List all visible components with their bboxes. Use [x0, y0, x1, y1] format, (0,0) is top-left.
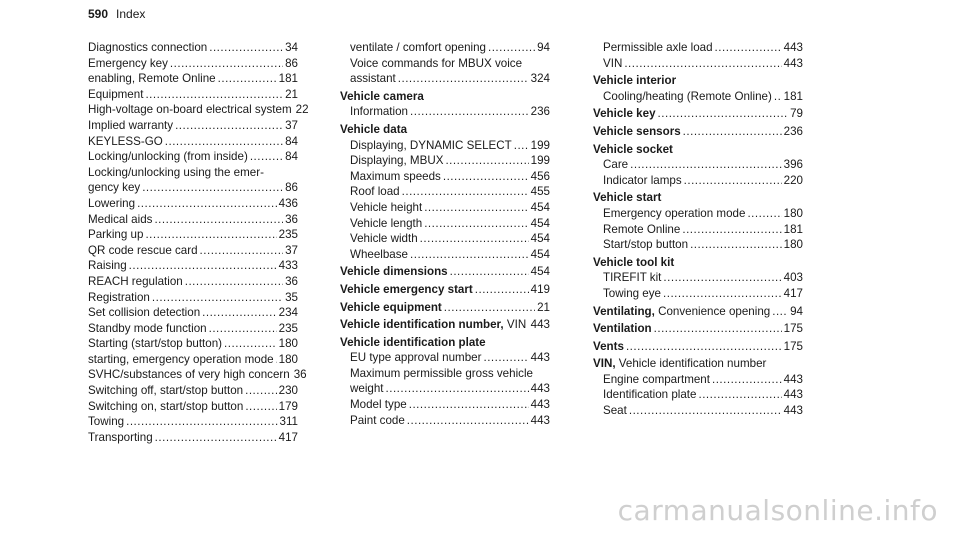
index-page-number[interactable]: 436 [278, 196, 298, 210]
leader-dots [245, 399, 276, 415]
index-entry[interactable] [88, 134, 298, 150]
index-entry[interactable] [340, 56, 550, 72]
leader-dots [410, 247, 529, 263]
index-entry-bold-label: Vehicle dimensions [340, 265, 448, 279]
index-heading [593, 73, 803, 89]
leader-dots [175, 118, 283, 134]
index-page-number[interactable]: 180 [278, 337, 298, 351]
index-page-number[interactable]: 37 [285, 118, 298, 132]
index-entry[interactable] [88, 258, 298, 274]
index-entry[interactable] [593, 286, 803, 302]
index-entry-label: TIREFIT kit [603, 271, 662, 285]
leader-dots [245, 383, 277, 399]
index-heading [593, 356, 803, 372]
index-page-number[interactable]: 454 [530, 265, 550, 279]
index-entry[interactable] [340, 169, 550, 185]
index-entry-label: Vehicle identification number, VIN [340, 318, 527, 332]
leader-dots [658, 106, 789, 122]
index-entry[interactable] [593, 89, 803, 105]
index-page-number[interactable]: 456 [530, 169, 550, 183]
leader-dots [410, 104, 529, 120]
index-entry-label: enabling, Remote Online [88, 72, 216, 86]
index-entry-label: Lowering [88, 196, 136, 210]
index-page-number[interactable]: 443 [530, 413, 550, 427]
leader-dots [683, 124, 782, 140]
index-entry[interactable] [340, 413, 550, 429]
index-entry-label: Vehicle height [350, 200, 423, 214]
index-page-number[interactable]: 324 [530, 72, 550, 86]
index-entry-label: Seat [603, 404, 627, 418]
index-entry-label: Locking/unlocking (from inside) [88, 150, 248, 164]
leader-dots [398, 71, 529, 87]
index-entry[interactable] [340, 40, 550, 56]
index-page-number[interactable]: 21 [285, 87, 298, 101]
index-page-number[interactable]: 454 [530, 247, 550, 261]
index-entry-label [593, 339, 624, 355]
index-entry[interactable] [593, 40, 803, 56]
index-entry[interactable] [593, 387, 803, 403]
index-entry[interactable] [88, 352, 298, 368]
leader-dots [402, 184, 529, 200]
index-entry[interactable] [340, 153, 550, 169]
index-entry[interactable] [88, 56, 298, 72]
index-entry-bold-label: Vehicle equipment [340, 300, 442, 314]
index-entry-bold-label: Vehicle key [593, 107, 656, 121]
index-entry-label: Start/stop button [603, 238, 689, 252]
index-entry-bold-label: Ventilating, [593, 304, 655, 318]
index-entry-label: Raising [88, 259, 127, 273]
leader-dots [654, 321, 782, 337]
leader-dots [250, 149, 283, 165]
index-page-number[interactable]: 181 [783, 89, 803, 103]
index-entry-label: Transporting [88, 430, 153, 444]
index-page-number[interactable]: 94 [790, 304, 803, 318]
index-heading-label: Vehicle identification plate [340, 335, 486, 349]
index-entry[interactable] [340, 216, 550, 232]
leader-dots [154, 212, 283, 228]
index-entry-label [593, 321, 652, 337]
index-page-number[interactable]: 199 [530, 138, 550, 152]
index-page-number[interactable]: 22 [295, 103, 309, 117]
section-title: Index [116, 7, 146, 21]
index-entry[interactable] [593, 403, 803, 419]
index-entry-label: Emergency key [88, 56, 168, 70]
index-page-number[interactable]: 454 [530, 216, 550, 230]
leader-dots [690, 237, 782, 253]
leader-dots [772, 304, 788, 320]
index-entry[interactable] [88, 383, 298, 399]
index-page-number[interactable]: 443 [783, 404, 803, 418]
leader-dots [276, 352, 277, 368]
index-entry[interactable] [593, 237, 803, 253]
index-entry[interactable] [88, 180, 298, 196]
index-entry[interactable] [340, 381, 550, 397]
index-entry[interactable] [593, 372, 803, 388]
leader-dots [209, 321, 277, 337]
index-page-number[interactable]: 179 [278, 399, 298, 413]
index-heading [340, 89, 550, 105]
index-entry-label [593, 124, 681, 140]
index-page-number[interactable]: 443 [530, 398, 550, 412]
index-heading [593, 190, 803, 206]
index-page-number[interactable]: 175 [783, 322, 803, 336]
leader-dots [137, 196, 277, 212]
index-heading-label: Vehicle camera [340, 89, 424, 103]
index-page-number[interactable]: 311 [279, 415, 298, 429]
index-entry[interactable] [88, 165, 298, 181]
index-heading-label: VIN, [593, 357, 616, 371]
leader-dots [514, 138, 529, 154]
index-entry[interactable] [88, 212, 298, 228]
index-entry-label: Emergency operation mode [603, 206, 746, 220]
index-entry-label: Maximum permissible gross vehicle [350, 366, 533, 380]
index-entry-label: EU type approval number [350, 351, 482, 365]
index-entry[interactable] [593, 124, 803, 140]
index-entry-label: Equipment [88, 87, 144, 101]
index-entry-label [340, 282, 473, 298]
index-entry-label: Parking up [88, 228, 144, 242]
leader-dots [145, 227, 276, 243]
index-entry-label: assistant [350, 72, 396, 86]
leader-dots [712, 372, 782, 388]
leader-dots [698, 387, 781, 403]
leader-dots [126, 414, 277, 430]
index-entry-label: Implied warranty [88, 118, 174, 132]
index-page-number[interactable]: 181 [278, 72, 298, 86]
leader-dots [450, 264, 529, 280]
index-page-number[interactable]: 35 [285, 290, 298, 304]
index-entry-label: Displaying, MBUX [350, 154, 444, 168]
index-entry[interactable] [88, 290, 298, 306]
index-heading-label: Vehicle start [593, 191, 662, 205]
index-page-number[interactable]: 36 [285, 274, 298, 288]
leader-dots [630, 157, 782, 173]
index-entry-label [340, 300, 442, 316]
watermark: carmanualsonline.info [617, 494, 938, 527]
index-entry[interactable] [593, 206, 803, 222]
index-entry[interactable] [88, 336, 298, 352]
index-page-number[interactable]: 220 [783, 173, 803, 187]
index-entry[interactable] [340, 138, 550, 154]
index-entry-label: Set collision detection [88, 306, 201, 320]
index-page-number[interactable]: 235 [278, 321, 298, 335]
index-page-number[interactable]: 443 [783, 41, 803, 54]
index-page-number[interactable]: 199 [530, 154, 550, 168]
index-heading-label: Vehicle socket [593, 142, 673, 156]
leader-dots [224, 336, 277, 352]
leader-dots [129, 258, 277, 274]
index-entry-label: Switching on, start/stop button [88, 399, 244, 413]
index-entry-label: Care [603, 158, 629, 172]
index-column-1 [88, 40, 309, 445]
leader-dots [218, 71, 277, 87]
index-entry[interactable] [88, 196, 298, 212]
index-entry[interactable] [88, 87, 298, 103]
index-entry[interactable] [340, 71, 550, 87]
index-page-number[interactable]: 21 [537, 300, 550, 314]
index-page-number[interactable]: 79 [790, 107, 803, 121]
leader-dots [444, 300, 535, 316]
index-entry-label: Diagnostics connection [88, 41, 208, 54]
index-page-number[interactable]: 86 [285, 56, 298, 70]
index-heading-suffix: Vehicle identification number [615, 357, 767, 371]
index-page-number[interactable]: 443 [530, 318, 550, 332]
index-entry[interactable] [88, 321, 298, 337]
index-entry[interactable] [88, 71, 298, 87]
index-page-number[interactable]: 236 [783, 124, 803, 138]
index-entry[interactable] [88, 243, 298, 259]
leader-dots [424, 216, 528, 232]
index-entry[interactable] [340, 247, 550, 263]
leader-dots [445, 153, 528, 169]
index-page-number[interactable]: 37 [285, 243, 298, 257]
leader-dots [420, 231, 529, 247]
index-entry[interactable] [88, 40, 298, 56]
index-entry-label: Maximum speeds [350, 169, 441, 183]
index-entry[interactable] [340, 317, 550, 333]
index-entry-label: Starting (start/stop button) [88, 337, 223, 351]
leader-dots [155, 430, 277, 446]
index-page-number[interactable]: 433 [278, 259, 298, 273]
index-entry-label [340, 264, 448, 280]
index-page-number[interactable]: 180 [783, 238, 803, 252]
index-heading-label: Vehicle interior [593, 74, 677, 88]
index-entry[interactable] [88, 414, 298, 430]
leader-dots [142, 180, 283, 196]
index-entry[interactable] [88, 102, 309, 118]
index-column-3 [593, 40, 803, 419]
index-page-number[interactable]: 443 [783, 388, 803, 402]
index-entry-label: Information [350, 105, 408, 119]
leader-dots [626, 339, 782, 355]
index-entry-label: Standby mode function [88, 321, 207, 335]
index-page-number[interactable]: 417 [783, 286, 803, 300]
index-entry-label: Locking/unlocking using the emer- [88, 165, 264, 179]
index-entry[interactable] [340, 264, 550, 280]
index-entry-label: Engine compartment [603, 372, 710, 386]
index-entry[interactable] [88, 367, 307, 383]
leader-dots [488, 40, 535, 56]
leader-dots [747, 206, 781, 222]
leader-dots [629, 403, 782, 419]
leader-dots [200, 243, 284, 259]
index-page-number[interactable]: 180 [278, 352, 298, 366]
leader-dots [684, 173, 782, 189]
index-entry-label: REACH regulation [88, 274, 183, 288]
index-entry-bold-label: Vehicle identification number, [340, 318, 504, 332]
index-page-number[interactable]: 180 [783, 206, 803, 220]
leader-dots [424, 200, 528, 216]
leader-dots [443, 169, 529, 185]
index-entry[interactable] [340, 350, 550, 366]
index-entry-label: Displaying, DYNAMIC SELECT [350, 138, 512, 152]
leader-dots [386, 381, 529, 397]
index-entry-bold-label: Vents [593, 339, 624, 353]
index-entry[interactable] [593, 157, 803, 173]
index-page-number[interactable]: 235 [278, 228, 298, 242]
index-page-number[interactable]: 181 [783, 222, 803, 236]
index-entry-label: SVHC/substances of very high concern [88, 368, 290, 382]
index-page-number[interactable]: 34 [285, 41, 298, 54]
index-entry-label: QR code rescue card [88, 243, 198, 257]
index-entry[interactable] [340, 184, 550, 200]
index-page-number[interactable]: 396 [783, 158, 803, 172]
index-entry[interactable] [340, 282, 550, 298]
index-page-number[interactable]: 403 [783, 271, 803, 285]
index-heading [340, 122, 550, 138]
index-entry[interactable] [88, 399, 298, 415]
leader-dots [170, 56, 283, 72]
index-entry[interactable] [593, 56, 803, 72]
index-page-number[interactable]: 454 [530, 232, 550, 246]
index-entry-label: KEYLESS-GO [88, 134, 163, 148]
index-entry-label: VIN [603, 56, 623, 70]
index-page-number[interactable]: 36 [285, 212, 298, 226]
index-entry-label: Towing eye [603, 286, 662, 300]
index-entry-label: Model type [350, 398, 407, 412]
index-heading [593, 255, 803, 271]
index-page-number[interactable]: 84 [285, 134, 298, 148]
index-page-number[interactable]: 443 [530, 351, 550, 365]
index-entry-label: High-voltage on-board electrical system [88, 103, 292, 117]
leader-dots [409, 397, 529, 413]
leader-dots [682, 222, 781, 238]
index-entry-label: Ventilating, Convenience opening [593, 304, 771, 318]
index-page-number[interactable]: 36 [293, 368, 307, 382]
index-column-2 [340, 40, 550, 428]
index-page-number[interactable]: 236 [530, 105, 550, 119]
index-entry-label: Medical aids [88, 212, 153, 226]
index-entry-label: Vehicle width [350, 232, 418, 246]
index-page-number[interactable]: 84 [285, 150, 298, 164]
index-entry[interactable] [593, 270, 803, 286]
index-entry-label [593, 106, 656, 122]
leader-dots [165, 134, 283, 150]
leader-dots [185, 274, 283, 290]
index-page-number[interactable]: 454 [530, 200, 550, 214]
index-entry[interactable] [593, 339, 803, 355]
index-entry-label: gency key [88, 181, 141, 195]
index-entry[interactable] [88, 430, 298, 446]
index-entry[interactable] [340, 200, 550, 216]
index-entry-label: ventilate / comfort opening [350, 41, 486, 54]
index-page-number[interactable]: 230 [278, 384, 298, 398]
index-entry[interactable] [340, 104, 550, 120]
index-page-number[interactable]: 94 [537, 41, 550, 54]
index-entry[interactable] [340, 300, 550, 316]
index-entry[interactable] [593, 304, 803, 320]
leader-dots [624, 56, 781, 72]
index-entry[interactable] [593, 173, 803, 189]
index-entry-label: Wheelbase [350, 247, 409, 261]
index-page-number[interactable]: 419 [530, 282, 550, 296]
leader-dots [663, 270, 781, 286]
index-entry-label: Registration [88, 290, 150, 304]
index-entry-label: Remote Online [603, 222, 681, 236]
leader-dots [475, 282, 529, 298]
index-entry-label: Indicator lamps [603, 173, 682, 187]
index-page-number[interactable]: 417 [278, 430, 298, 444]
index-page-number[interactable]: 443 [530, 382, 550, 396]
index-entry[interactable] [88, 305, 298, 321]
index-entry[interactable] [88, 118, 298, 134]
index-entry[interactable] [340, 366, 550, 382]
index-entry-label: weight [350, 382, 384, 396]
index-entry-label: Paint code [350, 413, 405, 427]
leader-dots [715, 40, 782, 56]
index-entry[interactable] [340, 231, 550, 247]
index-entry-bold-label: Vehicle emergency start [340, 282, 473, 296]
page-header [88, 7, 145, 21]
index-entry[interactable] [593, 321, 803, 337]
index-entry-label: Towing [88, 415, 125, 429]
index-entry[interactable] [88, 149, 298, 165]
index-entry[interactable] [593, 222, 803, 238]
index-page-number[interactable]: 175 [783, 339, 803, 353]
index-heading-label: Vehicle tool kit [593, 255, 675, 269]
page-number: 590 [88, 7, 109, 21]
leader-dots [152, 290, 283, 306]
leader-dots [774, 89, 782, 105]
index-entry[interactable] [88, 274, 298, 290]
index-heading-label: Vehicle data [340, 122, 408, 136]
index-entry-bold-label: Ventilation [593, 322, 652, 336]
index-entry-label: Switching off, start/stop button [88, 384, 244, 398]
index-entry-bold-label: Vehicle sensors [593, 124, 681, 138]
index-entry[interactable] [593, 106, 803, 122]
index-entry-label: Roof load [350, 185, 400, 199]
leader-dots [483, 350, 528, 366]
leader-dots [663, 286, 782, 302]
index-entry-label: starting, emergency operation mode [88, 352, 274, 366]
index-page-number[interactable]: 234 [278, 306, 298, 320]
index-entry-label: Identification plate [603, 388, 697, 402]
index-entry[interactable] [340, 397, 550, 413]
index-entry-label: Permissible axle load [603, 41, 713, 54]
index-page-number[interactable]: 86 [285, 181, 298, 195]
index-entry[interactable] [88, 227, 298, 243]
index-page-number[interactable]: 455 [530, 185, 550, 199]
index-entry-label: Voice commands for MBUX voice [350, 56, 523, 70]
leader-dots [202, 305, 277, 321]
index-entry-label: Cooling/heating (Remote Online) [603, 89, 772, 103]
index-entry-label: Vehicle length [350, 216, 423, 230]
leader-dots [145, 87, 283, 103]
index-heading [593, 142, 803, 158]
leader-dots [209, 40, 283, 56]
leader-dots [407, 413, 529, 429]
index-page-number[interactable]: 443 [783, 56, 803, 70]
index-page-number[interactable]: 443 [783, 372, 803, 386]
index-heading [340, 335, 550, 351]
